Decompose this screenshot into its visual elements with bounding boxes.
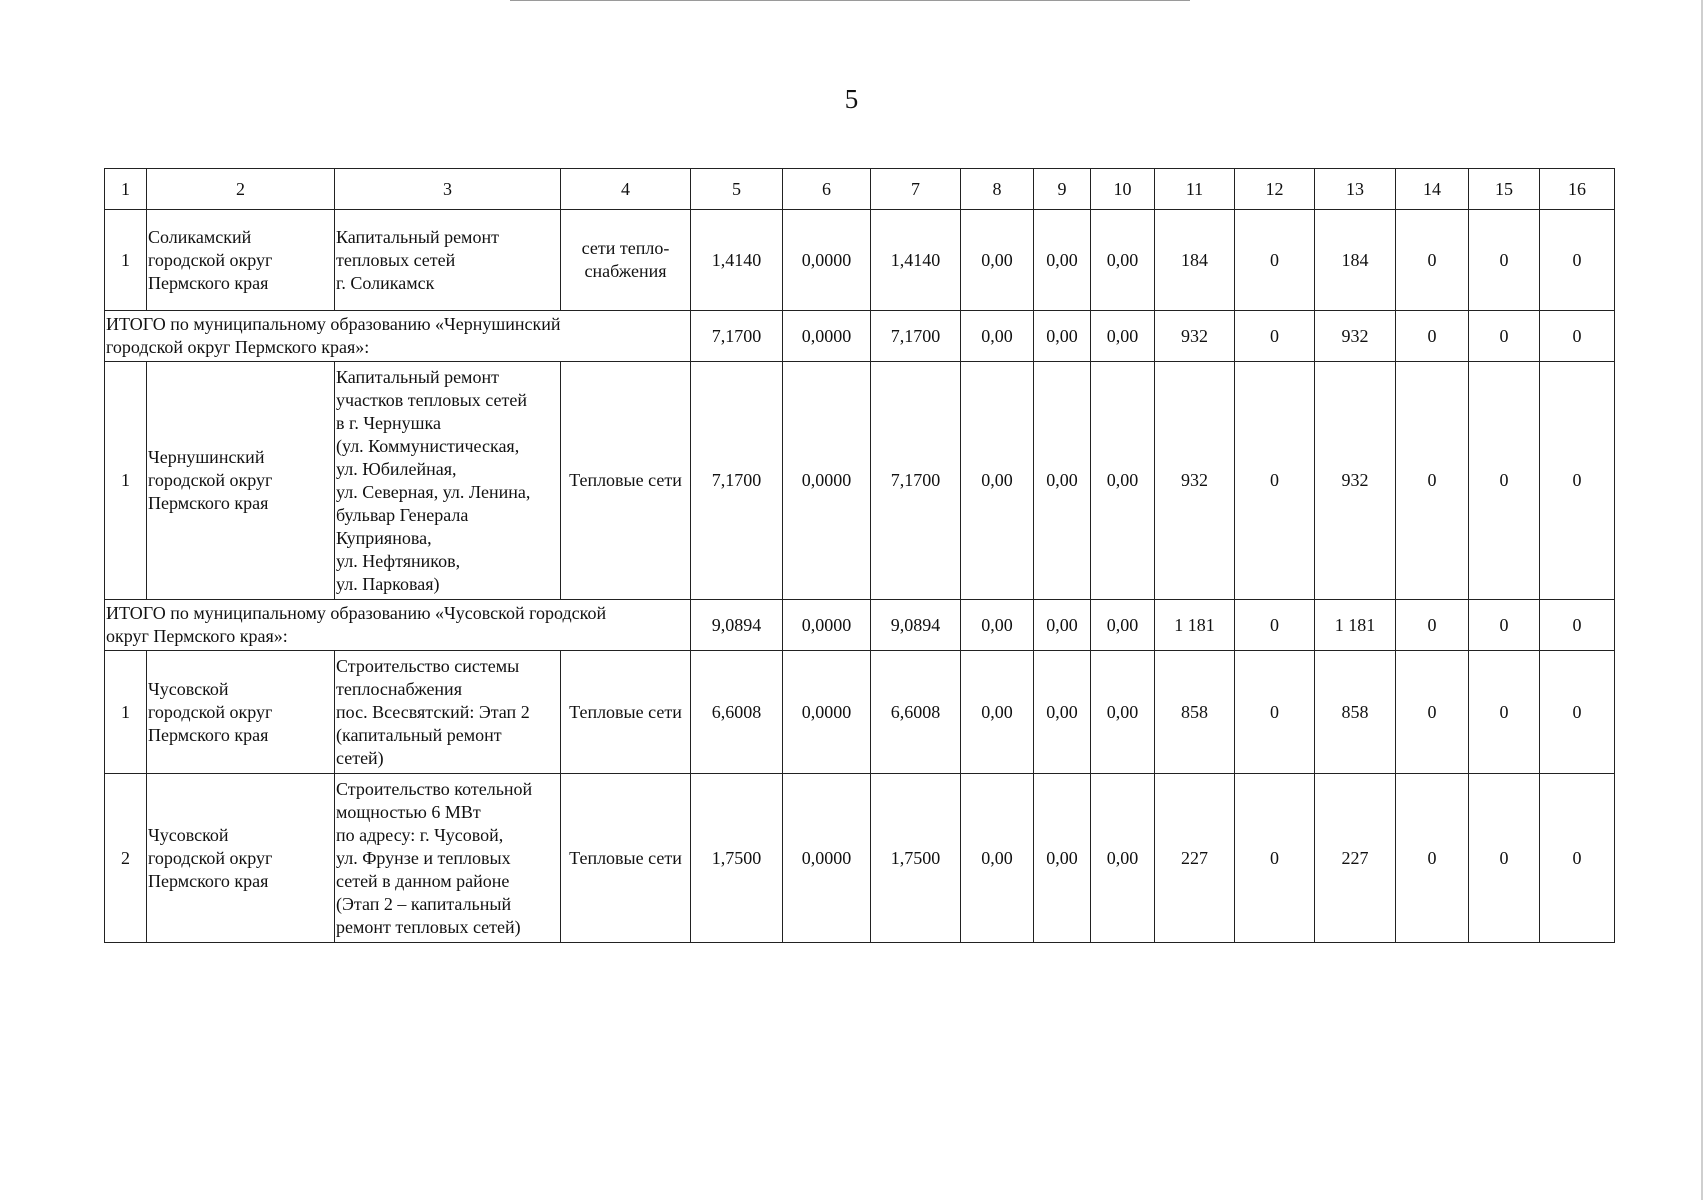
value-cell: 858	[1315, 651, 1396, 774]
value-cell: 9,0894	[871, 600, 961, 651]
value-cell: 0	[1469, 210, 1540, 311]
total-label: ИТОГО по муниципальному образованию «Чернушинский городской округ Пермского края»:	[105, 311, 691, 362]
value-cell: 0	[1469, 362, 1540, 600]
row-number: 1	[105, 651, 147, 774]
value-cell: 0,0000	[783, 210, 871, 311]
table-row	[105, 362, 1615, 600]
object-cell: Капитальный ремонт тепловых сетей г. Соликамск	[335, 210, 561, 311]
total-row	[105, 311, 1615, 362]
value-cell: 0,00	[1034, 774, 1091, 943]
total-label: ИТОГО по муниципальному образованию «Чусовской городской округ Пермского края»:	[105, 600, 691, 651]
value-cell: 7,1700	[871, 311, 961, 362]
row-number: 1	[105, 210, 147, 311]
value-cell: 0	[1235, 600, 1315, 651]
header-cell: 4	[561, 169, 691, 210]
value-cell: 227	[1315, 774, 1396, 943]
value-cell: 0	[1469, 774, 1540, 943]
value-cell: 7,1700	[691, 362, 783, 600]
value-cell: 0,00	[1091, 600, 1155, 651]
value-cell: 0,0000	[783, 362, 871, 600]
header-cell: 8	[961, 169, 1034, 210]
value-cell: 184	[1315, 210, 1396, 311]
header-cell: 11	[1155, 169, 1235, 210]
value-cell: 6,6008	[691, 651, 783, 774]
category-cell: Тепловые сети	[561, 362, 691, 600]
value-cell: 0	[1396, 651, 1469, 774]
value-cell: 1 181	[1315, 600, 1396, 651]
value-cell: 0	[1235, 210, 1315, 311]
municipality-cell: Чусовской городской округ Пермского края	[147, 651, 335, 774]
value-cell: 858	[1155, 651, 1235, 774]
value-cell: 0,00	[1091, 210, 1155, 311]
value-cell: 0,00	[961, 210, 1034, 311]
value-cell: 1 181	[1155, 600, 1235, 651]
value-cell: 0	[1396, 311, 1469, 362]
object-cell: Капитальный ремонт участков тепловых сетей в г. Чернушка (ул. Коммунистическая, ул. Юбилейная, ул. Северная, ул. Ленина, бульвар Генерала Куприянова, ул. Нефтяников, ул. Парковая)	[335, 362, 561, 600]
value-cell: 0	[1540, 600, 1615, 651]
header-cell: 14	[1396, 169, 1469, 210]
category-cell: Тепловые сети	[561, 774, 691, 943]
municipality-cell: Чусовской городской округ Пермского края	[147, 774, 335, 943]
object-cell: Строительство котельной мощностью 6 МВт по адресу: г. Чусовой, ул. Фрунзе и тепловых сетей в данном районе (Этап 2 – капитальный ремонт тепловых сетей)	[335, 774, 561, 943]
table-row	[105, 210, 1615, 311]
header-cell: 15	[1469, 169, 1540, 210]
value-cell: 0	[1540, 774, 1615, 943]
value-cell: 1,7500	[691, 774, 783, 943]
header-cell: 2	[147, 169, 335, 210]
header-cell: 9	[1034, 169, 1091, 210]
row-number: 1	[105, 362, 147, 600]
value-cell: 932	[1155, 311, 1235, 362]
value-cell: 0	[1235, 651, 1315, 774]
value-cell: 0	[1235, 311, 1315, 362]
header-cell: 16	[1540, 169, 1615, 210]
value-cell: 0,00	[961, 311, 1034, 362]
value-cell: 932	[1315, 362, 1396, 600]
header-cell: 10	[1091, 169, 1155, 210]
value-cell: 0	[1540, 210, 1615, 311]
value-cell: 0,00	[1034, 311, 1091, 362]
category-cell: Тепловые сети	[561, 651, 691, 774]
value-cell: 0,00	[961, 774, 1034, 943]
header-cell: 5	[691, 169, 783, 210]
value-cell: 0	[1396, 362, 1469, 600]
table-row	[105, 774, 1615, 943]
header-cell: 6	[783, 169, 871, 210]
column-number-row	[105, 169, 1615, 210]
category-cell: сети тепло- снабжения	[561, 210, 691, 311]
value-cell: 1,4140	[871, 210, 961, 311]
value-cell: 7,1700	[691, 311, 783, 362]
value-cell: 0,00	[1091, 651, 1155, 774]
row-number: 2	[105, 774, 147, 943]
value-cell: 0	[1396, 600, 1469, 651]
value-cell: 1,4140	[691, 210, 783, 311]
value-cell: 227	[1155, 774, 1235, 943]
header-cell: 7	[871, 169, 961, 210]
total-row	[105, 600, 1615, 651]
value-cell: 0	[1235, 774, 1315, 943]
value-cell: 0,00	[1091, 311, 1155, 362]
value-cell: 0,00	[961, 362, 1034, 600]
value-cell: 0,00	[1034, 651, 1091, 774]
value-cell: 0,00	[961, 651, 1034, 774]
header-cell: 13	[1315, 169, 1396, 210]
header-cell: 3	[335, 169, 561, 210]
municipality-cell: Соликамский городской округ Пермского края	[147, 210, 335, 311]
value-cell: 1,7500	[871, 774, 961, 943]
value-cell: 0,00	[1091, 774, 1155, 943]
value-cell: 0	[1235, 362, 1315, 600]
value-cell: 0	[1396, 774, 1469, 943]
value-cell: 6,6008	[871, 651, 961, 774]
value-cell: 0,00	[1034, 362, 1091, 600]
value-cell: 0	[1540, 651, 1615, 774]
table-row	[105, 651, 1615, 774]
header-cell: 12	[1235, 169, 1315, 210]
header-cell: 1	[105, 169, 147, 210]
value-cell: 0	[1469, 311, 1540, 362]
scan-top-rule	[510, 0, 1190, 1]
value-cell: 0	[1396, 210, 1469, 311]
data-table	[104, 168, 1615, 943]
value-cell: 932	[1315, 311, 1396, 362]
value-cell: 0,0000	[783, 651, 871, 774]
value-cell: 0,00	[961, 600, 1034, 651]
value-cell: 0,0000	[783, 311, 871, 362]
value-cell: 0	[1540, 311, 1615, 362]
value-cell: 0	[1469, 651, 1540, 774]
value-cell: 0,00	[1034, 600, 1091, 651]
value-cell: 0,00	[1091, 362, 1155, 600]
page-number: 5	[844, 84, 859, 114]
value-cell: 932	[1155, 362, 1235, 600]
value-cell: 0,00	[1034, 210, 1091, 311]
value-cell: 0	[1469, 600, 1540, 651]
object-cell: Строительство системы теплоснабжения пос. Всесвятский: Этап 2 (капитальный ремонт сетей)	[335, 651, 561, 774]
value-cell: 0,0000	[783, 600, 871, 651]
value-cell: 7,1700	[871, 362, 961, 600]
value-cell: 9,0894	[691, 600, 783, 651]
value-cell: 0	[1540, 362, 1615, 600]
municipality-cell: Чернушинский городской округ Пермского края	[147, 362, 335, 600]
value-cell: 184	[1155, 210, 1235, 311]
value-cell: 0,0000	[783, 774, 871, 943]
